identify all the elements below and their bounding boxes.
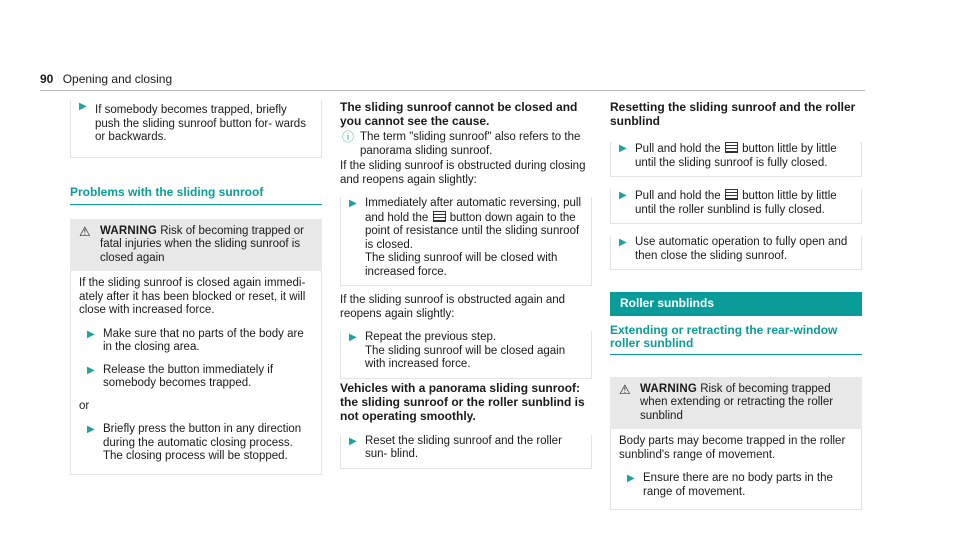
subsection-title: Extending or retracting the rear-window roller sunblind bbox=[610, 324, 862, 355]
step-text: If somebody becomes trapped, briefly push the sliding sunroof button for‐ wards or backwards. bbox=[95, 104, 306, 143]
step-text: button down again to the point of resistance until the sliding sunroof is closed. bbox=[365, 211, 580, 251]
warning-paragraph: Body parts may become trapped in the roller sunblind's range of movement. bbox=[619, 435, 846, 461]
arrow-right-icon: ▶ bbox=[79, 101, 87, 112]
warning-text: Risk of becoming trapped or fatal injuries when the sliding sunroof is closed again bbox=[100, 224, 305, 264]
warning-step bbox=[79, 328, 313, 355]
warning-step bbox=[619, 472, 853, 499]
arrow-right-icon: ▶ bbox=[619, 237, 627, 248]
step-result: The sliding sunroof will be closed with increased force. bbox=[365, 252, 558, 278]
step-text: Release the button immediately if somebody becomes trapped. bbox=[103, 363, 274, 389]
sunroof-button-icon bbox=[725, 189, 738, 200]
step bbox=[340, 435, 592, 469]
step-text: button little by little until the roller sunblind is fully closed. bbox=[635, 190, 837, 216]
warning-body bbox=[610, 429, 862, 510]
warning-text: Risk of becoming trapped when extending or retracting the roller sunblind bbox=[640, 382, 834, 422]
step-text: Immediately after automatic reversing, pull and hold the bbox=[365, 197, 582, 224]
step-trapped bbox=[70, 100, 322, 158]
warning-step bbox=[79, 364, 313, 391]
step bbox=[610, 142, 862, 177]
section-name: Opening and closing bbox=[62, 72, 173, 86]
step-text: Reset the sliding sunroof and the roller sun‐ blind. bbox=[365, 434, 562, 460]
info-note bbox=[340, 131, 592, 158]
problem-heading: The sliding sunroof cannot be closed and you cannot see the cause. bbox=[340, 100, 578, 128]
section-bar: Roller sunblinds bbox=[610, 292, 862, 316]
warning-box bbox=[610, 377, 862, 511]
step-text: Pull and hold the bbox=[635, 143, 721, 155]
step-result: The closing process will be stopped. bbox=[103, 450, 288, 462]
page-number: 90 bbox=[40, 72, 54, 86]
step bbox=[340, 331, 592, 379]
column-1 bbox=[70, 100, 322, 475]
warning-body bbox=[70, 271, 322, 475]
step-text: Use automatic operation to fully open and then close the sliding sunroof. bbox=[635, 236, 848, 262]
arrow-right-icon: ▶ bbox=[349, 435, 357, 447]
info-icon: ⓘ bbox=[342, 130, 355, 144]
warning-label: WARNING bbox=[100, 224, 157, 237]
sunroof-button-icon bbox=[433, 211, 446, 222]
or-text: or bbox=[79, 399, 90, 412]
step-result: The sliding sunroof will be closed again with increased force. bbox=[365, 344, 566, 370]
warning-box bbox=[70, 219, 322, 475]
step bbox=[610, 189, 862, 224]
arrow-right-icon: ▶ bbox=[87, 424, 95, 435]
note-text: The term "sliding sunroof" also refers to the panorama sliding sunroof. bbox=[360, 131, 581, 157]
warning-header bbox=[610, 377, 862, 430]
header-rule bbox=[40, 90, 865, 91]
warning-step bbox=[79, 423, 313, 464]
step-text: Pull and hold the bbox=[635, 190, 721, 202]
page-header bbox=[40, 73, 172, 87]
step-text: Briefly press the button in any direction during the automatic closing process. bbox=[103, 423, 302, 449]
step bbox=[610, 236, 862, 270]
section-title: Problems with the sliding sunroof bbox=[70, 186, 322, 205]
arrow-right-icon: ▶ bbox=[619, 143, 627, 154]
arrow-right-icon: ▶ bbox=[349, 198, 357, 209]
column-2 bbox=[340, 100, 592, 469]
warning-triangle-icon: ⚠ bbox=[79, 223, 91, 239]
arrow-right-icon: ▶ bbox=[87, 328, 95, 340]
procedure-heading: Resetting the sliding sunroof and the roller sunblind bbox=[610, 100, 856, 128]
arrow-right-icon: ▶ bbox=[349, 332, 357, 343]
step bbox=[340, 197, 592, 286]
step-text: button little by little until the sliding sunroof is fully closed. bbox=[635, 143, 837, 169]
warning-paragraph: If the sliding sunroof is closed again immedi‐ ately after it has been blocked or reset, it will close with increased force. bbox=[79, 277, 306, 316]
step-text: Ensure there are no body parts in the range of movement. bbox=[643, 472, 833, 498]
warning-header bbox=[70, 219, 322, 272]
sunroof-button-icon bbox=[725, 142, 738, 153]
column-3 bbox=[610, 100, 862, 510]
arrow-right-icon: ▶ bbox=[87, 364, 95, 376]
warning-triangle-icon: ⚠ bbox=[619, 381, 631, 397]
step-text: Repeat the previous step. bbox=[365, 331, 497, 343]
paragraph: If the sliding sunroof is obstructed during closing and reopens again slightly: bbox=[340, 160, 586, 186]
arrow-right-icon: ▶ bbox=[627, 473, 635, 484]
step-text: Make sure that no parts of the body are in the closing area. bbox=[103, 327, 304, 353]
paragraph: If the sliding sunroof is obstructed again and reopens again slightly: bbox=[340, 294, 566, 320]
arrow-right-icon: ▶ bbox=[619, 190, 627, 201]
warning-label: WARNING bbox=[640, 382, 697, 395]
problem-heading: Vehicles with a panorama sliding sunroof: the sliding sunroof or the roller sunblind is not operating smoothly. bbox=[340, 380, 585, 423]
